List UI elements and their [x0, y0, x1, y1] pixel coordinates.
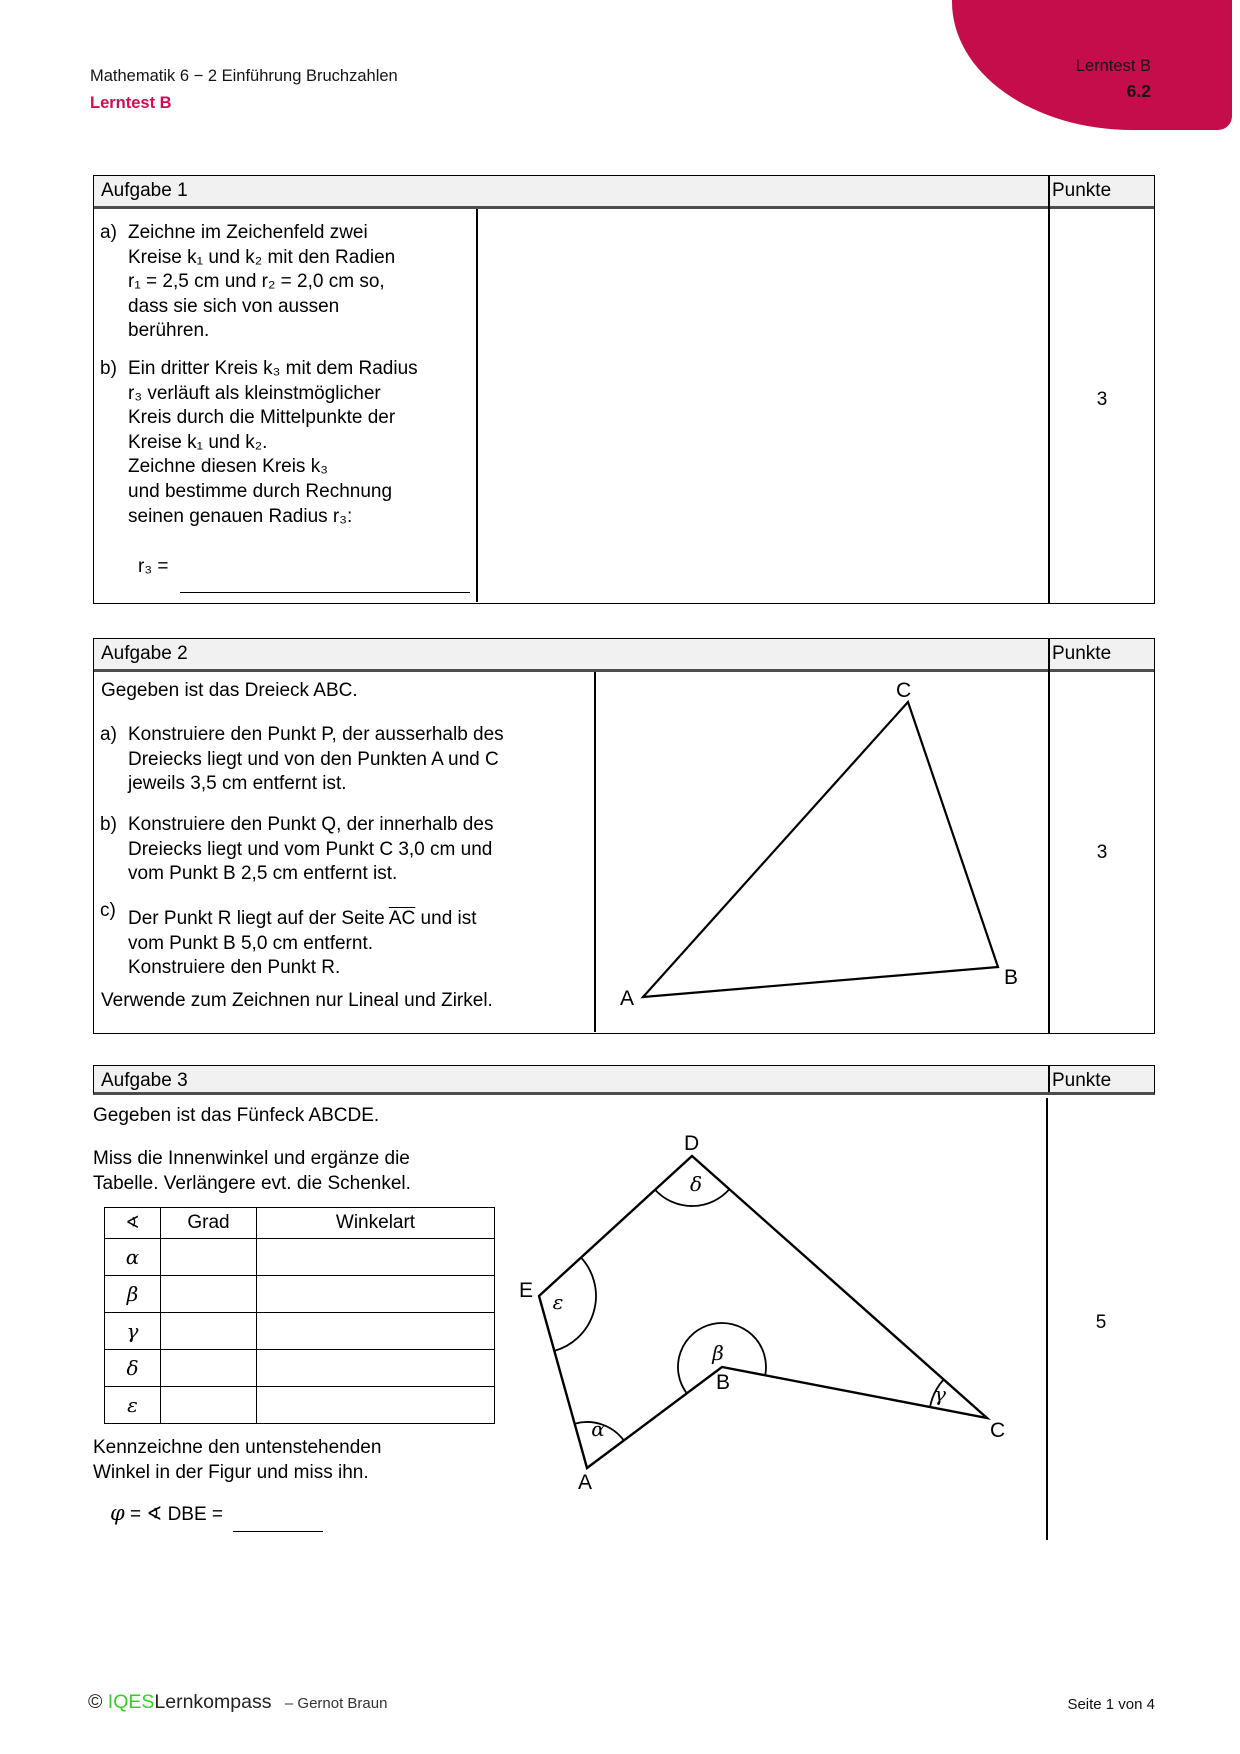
task3-header-divider	[1048, 1066, 1050, 1092]
angle-table-row-gamma	[105, 1312, 494, 1349]
phi-equation-rest: = ∢ DBE =	[124, 1504, 224, 1525]
triangle-outline	[643, 702, 998, 997]
task2-item-a-text: Konstruiere den Punkt P, der ausserhalb des Dreiecks liegt und von den Punkten A und C jeweils 3,5 cm entfernt ist.	[128, 724, 504, 795]
pentagon-angle-alpha: α	[591, 1417, 605, 1441]
pentagon-label-B: B	[716, 1371, 731, 1394]
task3-points-value: 5	[1095, 1312, 1107, 1333]
task1-box	[93, 175, 1155, 604]
grad-cell-epsilon[interactable]	[160, 1387, 256, 1423]
angle-table-row-alpha	[105, 1238, 494, 1275]
doc-header	[90, 66, 398, 114]
angle-symbol-delta: δ	[126, 1356, 139, 1380]
angle-table-row-beta	[105, 1275, 494, 1312]
task1-header-row	[94, 176, 1154, 209]
corner-badge-text	[1076, 57, 1151, 102]
task1-answer-blank[interactable]	[180, 552, 470, 593]
task2-item-c-text: Der Punkt R liegt auf der Seite $\overline{AC}$ und ist vom Punkt B 5,0 cm entfernt. Konstruiere den Punkt R.	[128, 908, 477, 979]
footer-brand	[88, 1691, 387, 1714]
angle-symbol-gamma: γ	[126, 1319, 139, 1343]
grad-cell-gamma[interactable]	[160, 1313, 256, 1349]
winkelart-cell-alpha[interactable]	[256, 1239, 494, 1275]
task2-item-a	[100, 723, 590, 797]
task3-header-row	[93, 1065, 1155, 1095]
angle-symbol-alpha: α	[125, 1245, 140, 1269]
badge-test-label: Lerntest B	[1075, 57, 1151, 75]
angle-table-header	[105, 1208, 494, 1238]
task1-item-b	[100, 357, 472, 529]
brand-iqes: IQES	[107, 1691, 155, 1713]
badge-number: 6.2	[1126, 81, 1151, 101]
task2-item-c	[100, 900, 590, 981]
phi-symbol: φ	[110, 1501, 125, 1525]
angle-table	[104, 1207, 495, 1424]
pentagon-figure	[460, 1095, 1050, 1545]
task1-points-value: 3	[1096, 389, 1108, 410]
phi-answer-blank[interactable]	[233, 1496, 323, 1532]
winkelart-cell-gamma[interactable]	[256, 1313, 494, 1349]
overline-segment-AC: $\overline{AC}$	[388, 908, 416, 929]
page-number: Seite 1 von 4	[1067, 1696, 1155, 1713]
angle-symbol-beta: β	[126, 1282, 139, 1306]
angle-table-header-grad: Grad	[160, 1208, 256, 1238]
task1-item-a-label: a)	[100, 222, 117, 243]
task1-title: Aufgabe 1	[101, 180, 188, 201]
winkelart-cell-epsilon[interactable]	[256, 1387, 494, 1423]
pentagon-outline	[539, 1156, 987, 1468]
task1-drawing-area[interactable]	[478, 209, 1048, 602]
task1-item-b-text: Ein dritter Kreis k₃ mit dem Radius r₃ verläuft als kleinstmöglicher Kreis durch die Mittelpunkte der Kreise k₁ und k₂. Zeichne diesen Kreis k₃ und bestimme durch Rechnung seinen genauen Radius r₃:	[128, 358, 418, 527]
footer-author: – Gernot Braun	[284, 1695, 388, 1712]
pentagon-label-D: D	[684, 1132, 700, 1155]
task1-item-b-label: b)	[100, 358, 117, 379]
task2-title: Aufgabe 2	[101, 643, 188, 664]
pentagon-label-C: C	[990, 1419, 1006, 1442]
task2-item-b	[100, 813, 590, 887]
task3-instruction: Miss die Innenwinkel und ergänze die Tabelle. Verlängere evt. die Schenkel.	[93, 1148, 411, 1194]
grad-cell-beta[interactable]	[160, 1276, 256, 1312]
pentagon-label-A: A	[578, 1471, 593, 1494]
task2-item-a-label: a)	[100, 724, 117, 745]
task2-intro: Gegeben ist das Dreieck ABC.	[101, 680, 358, 701]
pentagon-angle-delta: δ	[689, 1172, 703, 1196]
copyright-icon: ©	[88, 1691, 103, 1713]
triangle-label-C: C	[896, 679, 912, 702]
pentagon-angle-epsilon: ε	[552, 1290, 564, 1314]
task2-points-value: 3	[1096, 842, 1108, 863]
task3-intro: Gegeben ist das Fünfeck ABCDE.	[93, 1105, 380, 1126]
winkelart-cell-delta[interactable]	[256, 1350, 494, 1386]
task3-points-header: Punkte	[1052, 1070, 1112, 1091]
course-title: Mathematik 6 − 2 Einführung Bruchzahlen	[90, 67, 398, 85]
task1-item-a	[100, 221, 472, 344]
angle-symbol-epsilon: ε	[127, 1393, 138, 1417]
triangle-label-B: B	[1004, 966, 1019, 989]
task3-title: Aufgabe 3	[101, 1070, 188, 1091]
task3-mark-instruction: Kennzeichne den untenstehenden Winkel in der Figur und miss ihn.	[93, 1437, 382, 1483]
grad-cell-delta[interactable]	[160, 1350, 256, 1386]
task2-points-header: Punkte	[1052, 643, 1112, 664]
task2-item-b-text: Konstruiere den Punkt Q, der innerhalb des Dreiecks liegt und vom Punkt C 3,0 cm und vom Punkt B 2,5 cm entfernt ist.	[128, 814, 494, 885]
task1-answer-label: r₃ =	[138, 556, 169, 577]
task2-points-divider	[1048, 639, 1050, 1033]
task2-item-c-line1: Der Punkt R liegt auf der Seite $\overline{AC}$ und ist	[128, 908, 477, 929]
task1-item-a-text: Zeichne im Zeichenfeld zwei Kreise k₁ und k₂ mit den Radien r₁ = 2,5 cm und r₂ = 2,0 cm so, dass sie sich von aussen berühren.	[128, 222, 396, 342]
angle-table-header-symbol: ∢	[125, 1213, 140, 1232]
winkelart-cell-beta[interactable]	[256, 1276, 494, 1312]
task2-item-c-label: c)	[100, 900, 116, 921]
brand-lernkompass: Lernkompass	[154, 1691, 272, 1713]
triangle-figure	[593, 668, 1047, 1034]
pentagon-angle-beta: β	[712, 1341, 724, 1365]
angle-table-row-epsilon	[105, 1386, 494, 1423]
angle-table-row-delta	[105, 1349, 494, 1386]
pentagon-label-E: E	[519, 1279, 534, 1302]
pentagon-angle-gamma: γ	[934, 1382, 946, 1406]
task2-item-b-label: b)	[100, 814, 117, 835]
test-title: Lerntest B	[90, 94, 172, 112]
task1-points-header: Punkte	[1052, 180, 1112, 201]
triangle-label-A: A	[620, 987, 635, 1010]
task2-outro: Verwende zum Zeichnen nur Lineal und Zirkel.	[101, 990, 493, 1011]
corner-badge	[952, 0, 1232, 130]
angle-table-header-winkelart: Winkelart	[256, 1208, 494, 1238]
grad-cell-alpha[interactable]	[160, 1239, 256, 1275]
phi-equation	[110, 1501, 223, 1528]
